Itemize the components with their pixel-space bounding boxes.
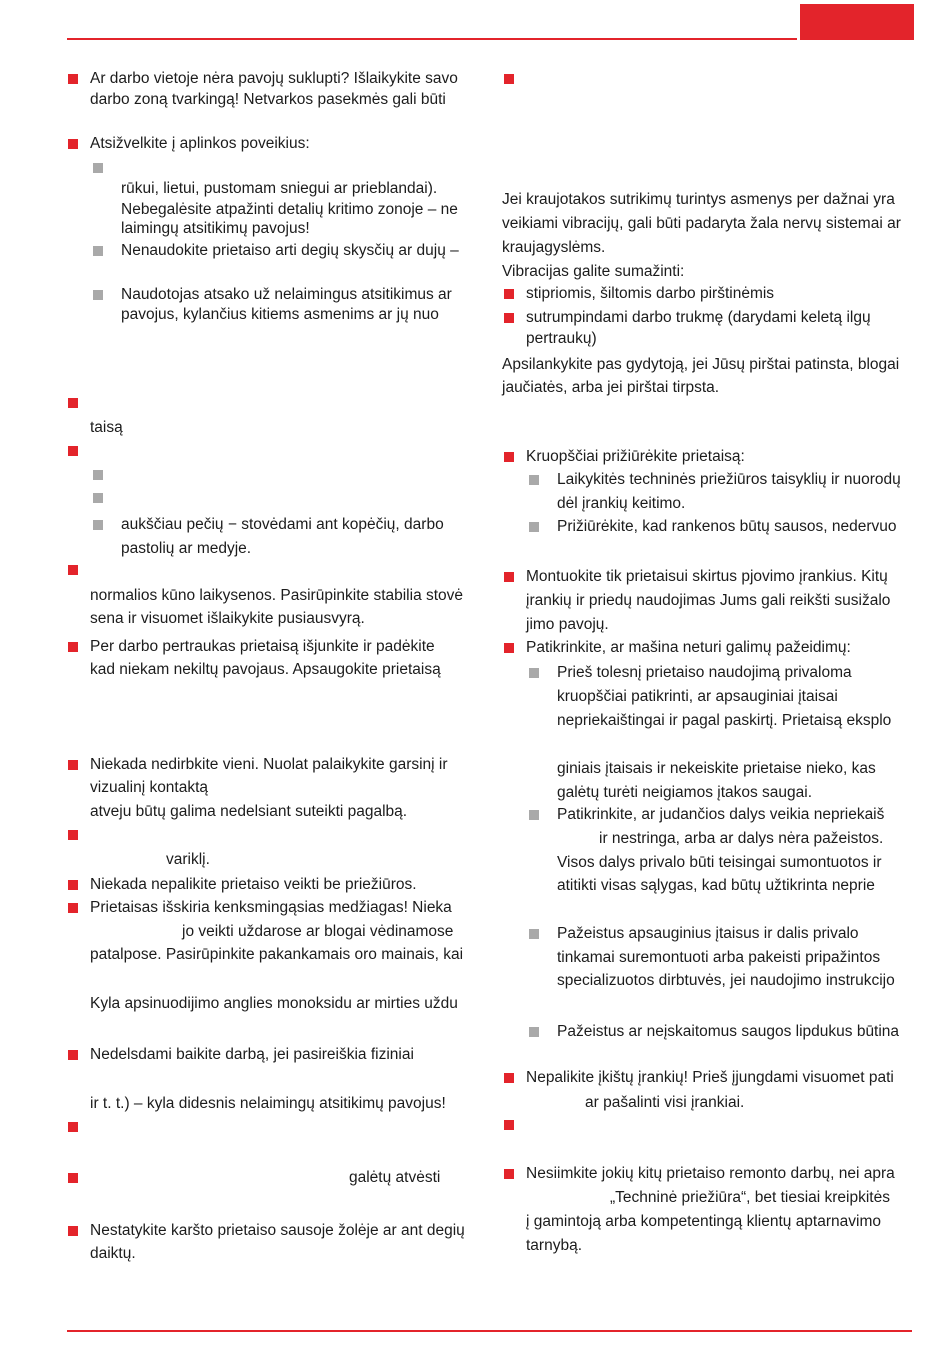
red-bullet-icon: [504, 1169, 514, 1179]
red-bullet-icon: [68, 139, 78, 149]
text-line: Naudotojas atsako už nelaimingus atsitikimus ar: [121, 286, 452, 303]
text-line: veikiami vibracijų, gali būti padaryta žala nervų sistemai ar: [502, 215, 901, 232]
text-line: į gamintoją arba kompetentingą klientų aptarnavimo: [526, 1213, 881, 1230]
text-line: ir nestringa, arba ar dalys nėra pažeistos.: [599, 830, 884, 847]
text-line: Prieš tolesnį prietaiso naudojimą privaloma: [557, 664, 852, 681]
text-line: tinkamai suremontuoti arba pakeisti pripažintos: [557, 949, 881, 966]
text-line: nepriekaištingai ir pagal paskirtį. Prietaisą eksplo: [557, 712, 892, 729]
text-line: specializuotos dirbtuvės, jei naudojimo instrukcijo: [557, 972, 895, 989]
text-line: Per darbo pertraukas prietaisą išjunkite ir padėkite: [90, 638, 435, 655]
red-bullet-icon: [504, 572, 514, 582]
text-line: kruopščiai patikrinti, ar apsauginiai įtaisai: [557, 688, 838, 705]
text-line: pastolių ar medyje.: [121, 540, 252, 557]
text-line: stipriomis, šiltomis darbo pirštinėmis: [526, 285, 775, 302]
red-bullet-icon: [68, 398, 78, 408]
red-bullet-icon: [68, 903, 78, 913]
text-line: tarnybą.: [526, 1237, 583, 1254]
text-line: atitikti visas sąlygas, kad būtų užtikrinta neprie: [557, 877, 875, 894]
text-line: Montuokite tik prietaisui skirtus pjovimo įrankius. Kitų: [526, 568, 888, 585]
red-bullet-icon: [68, 1226, 78, 1236]
text-line: Patikrinkite, ar mašina neturi galimų pažeidimų:: [526, 639, 851, 656]
text-line: patalpose. Pasirūpinkite pakankamais oro mainais, kai: [90, 946, 464, 963]
red-bullet-icon: [504, 1073, 514, 1083]
text-line: galėtų atvėsti: [349, 1169, 441, 1186]
text-line: jimo pavojų.: [526, 616, 609, 633]
text-line: „Techninė priežiūra“, bet tiesiai kreipkitės: [610, 1189, 890, 1206]
text-line: Nepalikite įkištų įrankių! Prieš įjungdami visuomet pati: [526, 1069, 894, 1086]
text-line: Prietaisas išskiria kenksmingąsias medžiagas! Nieka: [90, 899, 452, 916]
text-line: laimingų atsitikimų pavojus!: [121, 220, 310, 237]
text-line: Nesiimkite jokių kitų prietaiso remonto darbų, nei apra: [526, 1165, 895, 1182]
text-line: Jei kraujotakos sutrikimų turintys asmenys per dažnai yra: [502, 191, 895, 208]
text-line: sena ir visuomet išlaikykite pusiausvyrą.: [90, 610, 365, 627]
header-corner-tab: [800, 4, 914, 40]
text-line: Prižiūrėkite, kad rankenos būtų sausos, nedervuo: [557, 518, 897, 535]
gray-bullet-icon: [93, 163, 103, 173]
red-bullet-icon: [68, 642, 78, 652]
red-bullet-icon: [68, 565, 78, 575]
text-line: Niekada nepalikite prietaiso veikti be priežiūros.: [90, 876, 417, 893]
text-line: daiktų.: [90, 1245, 136, 1262]
text-line: Niekada nedirbkite vieni. Nuolat palaikykite garsinį ir: [90, 756, 448, 773]
text-line: kad niekam nekiltų pavojaus. Apsaugokite prietaisą: [90, 661, 441, 678]
red-bullet-icon: [68, 880, 78, 890]
gray-bullet-icon: [529, 522, 539, 532]
text-line: normalios kūno laikysenos. Pasirūpinkite stabilia stovė: [90, 587, 464, 604]
text-line: dėl įrankių keitimo.: [557, 495, 686, 512]
gray-bullet-icon: [529, 929, 539, 939]
gray-bullet-icon: [93, 493, 103, 503]
text-line: giniais įtaisais ir nekeiskite prietaise nieko, kas: [557, 760, 876, 777]
red-bullet-icon: [68, 1122, 78, 1132]
gray-bullet-icon: [529, 810, 539, 820]
gray-bullet-icon: [529, 475, 539, 485]
red-bullet-icon: [504, 1120, 514, 1130]
gray-bullet-icon: [529, 1027, 539, 1037]
text-line: darbo zoną tvarkingą! Netvarkos pasekmės gali būti: [90, 91, 446, 108]
text-line: Nestatykite karšto prietaiso sausoje žolėje ar ant degių: [90, 1222, 465, 1239]
text-line: sutrumpindami darbo trukmę (darydami keletą ilgų: [526, 309, 871, 326]
header-rule: [67, 38, 797, 40]
red-bullet-icon: [504, 313, 514, 323]
text-line: vizualinį kontaktą: [90, 779, 209, 796]
text-line: Kyla apsinuodijimo anglies monoksidu ar mirties uždu: [90, 995, 458, 1012]
text-line: aukščiau pečių − stovėdami ant kopėčių, darbo: [121, 516, 444, 533]
text-line: Ar darbo vietoje nėra pavojų suklupti? Išlaikykite savo: [90, 70, 458, 87]
text-line: galėtų turėti neigiamos įtakos saugai.: [557, 784, 813, 801]
text-line: įrankių ir priedų naudojimas Jums gali reikšti susižalo: [526, 592, 891, 609]
text-line: Nedelsdami baikite darbą, jei pasireiškia fiziniai: [90, 1046, 414, 1063]
red-bullet-icon: [68, 446, 78, 456]
red-bullet-icon: [504, 74, 514, 84]
red-bullet-icon: [504, 452, 514, 462]
text-line: Vibracijas galite sumažinti:: [502, 263, 685, 280]
red-bullet-icon: [504, 289, 514, 299]
text-line: Nenaudokite prietaiso arti degių skysčių ar dujų –: [121, 242, 459, 259]
text-line: atveju būtų galima nedelsiant suteikti pagalbą.: [90, 803, 408, 820]
text-line: Pažeistus apsauginius įtaisus ir dalis privalo: [557, 925, 859, 942]
footer-rule: [67, 1330, 912, 1332]
red-bullet-icon: [68, 760, 78, 770]
text-line: taisą: [90, 419, 123, 436]
text-line: Pažeistus ar neįskaitomus saugos lipdukus būtina: [557, 1023, 900, 1040]
red-bullet-icon: [68, 830, 78, 840]
text-line: Atsižvelkite į aplinkos poveikius:: [90, 135, 310, 152]
gray-bullet-icon: [529, 668, 539, 678]
gray-bullet-icon: [93, 290, 103, 300]
text-line: Laikykitės techninės priežiūros taisyklių ir nuorodų: [557, 471, 901, 488]
text-line: rūkui, lietui, pustomam sniegui ar prieblandai).: [121, 180, 438, 197]
red-bullet-icon: [68, 1050, 78, 1060]
red-bullet-icon: [68, 74, 78, 84]
text-line: jaučiatės, arba jei pirštai tirpsta.: [502, 379, 720, 396]
text-line: Nebegalėsite atpažinti detalių kritimo zonoje – ne: [121, 201, 458, 218]
red-bullet-icon: [504, 643, 514, 653]
red-bullet-icon: [68, 1173, 78, 1183]
text-line: pertraukų): [526, 330, 597, 347]
gray-bullet-icon: [93, 470, 103, 480]
text-line: kraujagyslėms.: [502, 239, 606, 256]
text-line: Patikrinkite, ar judančios dalys veikia nepriekaiš: [557, 806, 885, 823]
text-line: ir t. t.) – kyla didesnis nelaimingų atsitikimų pavojus!: [90, 1095, 446, 1112]
text-line: variklį.: [166, 851, 210, 868]
text-line: Kruopščiai prižiūrėkite prietaisą:: [526, 448, 745, 465]
gray-bullet-icon: [93, 520, 103, 530]
gray-bullet-icon: [93, 246, 103, 256]
text-line: ar pašalinti visi įrankiai.: [585, 1094, 745, 1111]
text-line: Apsilankykite pas gydytoją, jei Jūsų pirštai patinsta, blogai: [502, 356, 900, 373]
text-line: Visos dalys privalo būti teisingai sumontuotos ir: [557, 854, 882, 871]
text-line: pavojus, kylančius kitiems asmenims ar jų nuo: [121, 306, 439, 323]
text-line: jo veikti uždarose ar blogai vėdinamose: [182, 923, 454, 940]
